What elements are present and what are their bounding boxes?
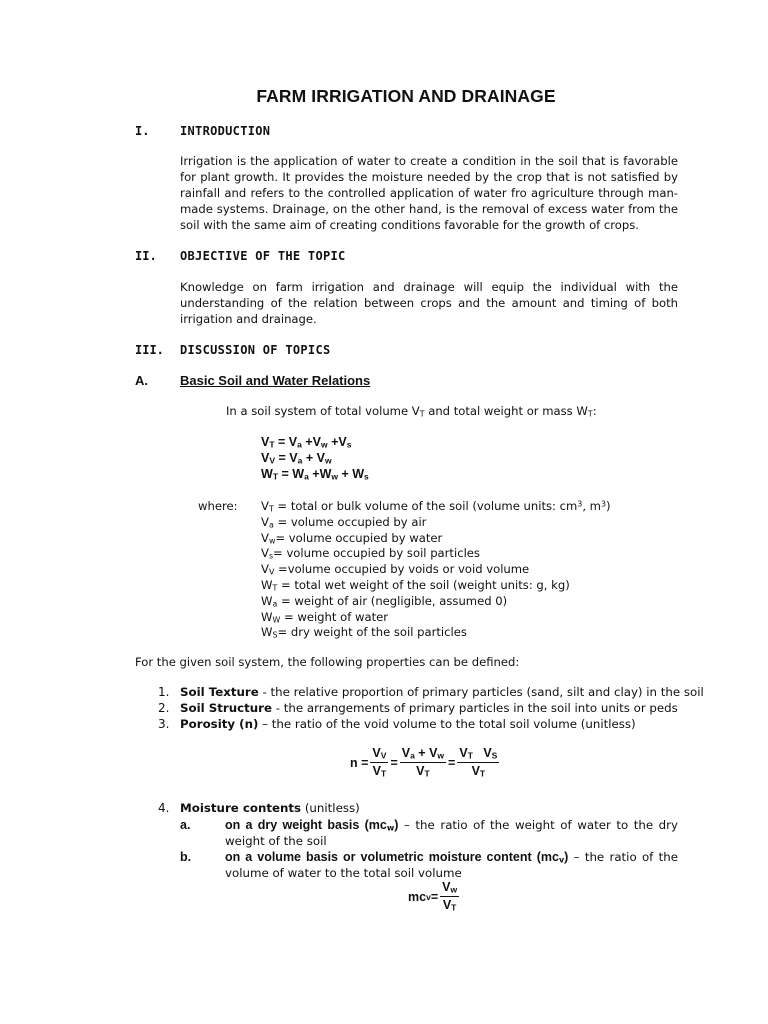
- section-body: Irrigation is the application of water to create a condition in the soil that is favorable for plant growth. It provides the moisture needed by the crop that is not satisfied by rainfall and refers to the controlled application of water fro agriculture through man-made systems. Drainage, on the other hand, is the removal of excess water from the soil with the same aim of creating conditions favorable for the growth of crops.: [180, 154, 678, 232]
- section-heading: OBJECTIVE OF THE TOPIC: [180, 249, 346, 263]
- definition-item: $V_a$ = volume occupied by air: [261, 514, 427, 530]
- weight-equation: $W_T = W_a +W_w + W_s$: [261, 467, 369, 482]
- list-item: Soil Structure - the arrangements of primary particles in the soil into units or peds: [180, 701, 678, 715]
- list-item: Porosity (n) – the ratio of the void volume to the total soil volume (unitless): [180, 717, 636, 731]
- fraction: $\frac{V_a + V_w}{V_T}$: [401, 746, 445, 779]
- list-number: 3.: [158, 717, 170, 731]
- subsection-heading: Basic Soil and Water Relations: [180, 373, 371, 388]
- definition-item: $V_V$ =volume occupied by voids or void volume: [261, 562, 530, 577]
- subsection-letter: A.: [135, 373, 148, 388]
- where-label: where:: [198, 499, 238, 513]
- sub-list-item: a. on a dry weight basis $(mc_w)$ – the ratio of the weight of water to the dry weight of the soil: [180, 818, 678, 848]
- list-item: Soil Texture - the relative proportion of primary particles (sand, silt and clay) in the soil: [180, 685, 704, 699]
- section-number: III.: [135, 343, 164, 357]
- subsection-intro: In a soil system of total volume $V_T$ and total weight or mass $W_T$:: [226, 404, 597, 419]
- definition-item: $V_T$ = total or bulk volume of the soil (volume units: $cm^3$, $m^3$): [261, 499, 611, 514]
- section-heading: INTRODUCTION: [180, 124, 271, 138]
- properties-intro: For the given soil system, the following properties can be defined:: [135, 655, 520, 669]
- fraction: $\frac{V_T V_S}{V_T}$: [459, 746, 498, 779]
- definitions-list: [261, 499, 611, 641]
- section-body: Knowledge on farm irrigation and drainage will equip the individual with the understanding of the relation between crops and the amount and timing of both irrigation and drainage.: [180, 280, 678, 326]
- definition-item: $W_a$ = weight of air (negligible, assumed 0): [261, 593, 508, 609]
- definition-item: $W_W$ = weight of water: [261, 609, 389, 625]
- definition-item: $V_w=$ volume occupied by water: [261, 530, 443, 546]
- definition-item: $W_S=$ dry weight of the soil particles: [261, 625, 467, 640]
- volume-equation: $V_T = V_a +V_w +V_s$: [261, 435, 352, 450]
- list-item: Moisture contents (unitless): [180, 801, 360, 815]
- list-number: 1.: [158, 685, 170, 699]
- fraction: $\frac{V_w}{V_T}$: [442, 880, 458, 913]
- definition-item: $V_s=$ volume occupied by soil particles: [261, 546, 480, 561]
- list-number: 4.: [158, 801, 170, 815]
- definition-item: $W_T$ = total wet weight of the soil (weight units: g, kg): [261, 577, 570, 593]
- document-title: FARM IRRIGATION AND DRAINAGE: [256, 86, 556, 106]
- section-number: I.: [135, 124, 150, 138]
- section-number: II.: [135, 249, 157, 263]
- section-heading: DISCUSSION OF TOPICS: [180, 343, 331, 357]
- void-volume-equation: $V_V = V_a + V_w$: [261, 451, 332, 466]
- fraction: $\frac{V_V}{V_T}$: [372, 746, 387, 779]
- volumetric-moisture-formula: mc v = $\frac{V_w}{V_T}$: [408, 880, 458, 913]
- sub-list-item: b. on a volume basis or volumetric moisture content $(mc_v)$ – the ratio of the volume of water to the total soil volume: [180, 850, 678, 880]
- list-number: 2.: [158, 701, 170, 715]
- porosity-formula: n = $\frac{V_V}{V_T}$ = $\frac{V_a + V_w}{V_T}$ = $\frac{V_T V_S}{V_T}$: [350, 746, 498, 779]
